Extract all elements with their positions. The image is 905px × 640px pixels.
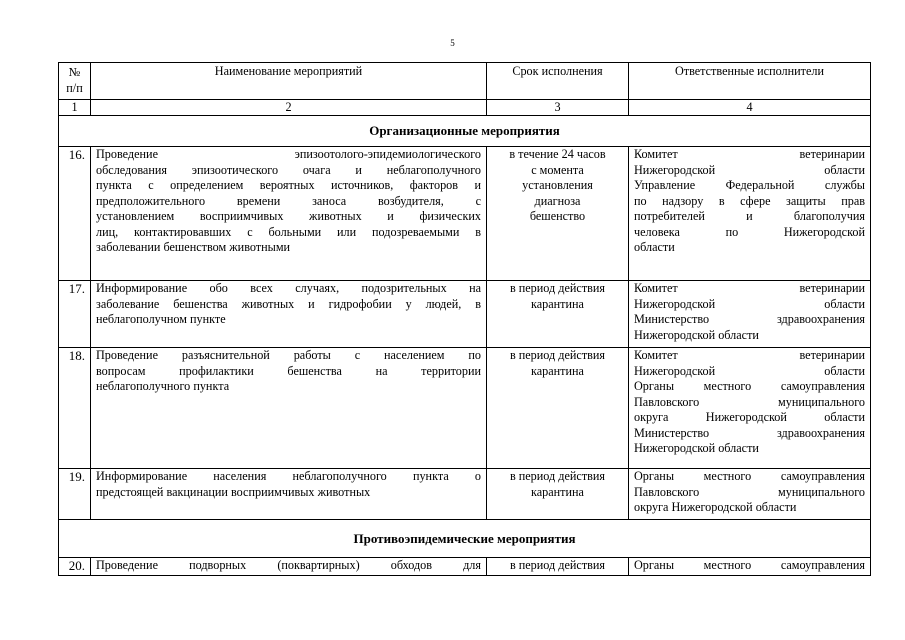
- column-number: 3: [487, 100, 629, 116]
- measure-name-line: вопросам профилактики бешенства на территории: [96, 363, 481, 378]
- responsible-executors-line: Нижегородской области: [634, 363, 865, 378]
- table-row: [59, 469, 871, 520]
- measure-name: [91, 147, 487, 281]
- responsible-executors-line: Нижегородской области: [634, 327, 759, 342]
- measure-name-line: Проведение подворных (поквартирных) обходов для: [96, 558, 481, 572]
- row-number: 16.: [59, 147, 91, 281]
- deadline: в течение 24 часов с момента установления диагноза бешенство: [487, 147, 629, 281]
- responsible-executors: [629, 558, 871, 576]
- responsible-executors-line: Министерство здравоохранения: [634, 425, 865, 440]
- measure-name: [91, 558, 487, 576]
- row-number: 17.: [59, 281, 91, 348]
- table-header-row: [59, 63, 871, 100]
- responsible-executors-line: Органы местного самоуправления: [634, 379, 865, 393]
- row-number: 19.: [59, 469, 91, 520]
- responsible-executors-line: Нижегородской области: [634, 296, 865, 311]
- measure-name: [91, 348, 487, 469]
- page-number: 5: [450, 38, 455, 48]
- table-row: [59, 281, 871, 348]
- measure-name: [91, 281, 487, 348]
- header-measures: Наименование мероприятий: [91, 63, 487, 100]
- row-number: 20.: [59, 558, 91, 576]
- responsible-executors-line: области: [634, 240, 675, 254]
- responsible-executors-line: Павловского муниципального: [634, 484, 865, 499]
- column-number: 4: [629, 100, 871, 116]
- responsible-executors-line: Нижегородской области: [634, 162, 865, 177]
- deadline: в период действия карантина: [487, 348, 629, 469]
- measure-name-line: установлением восприимчивых животных и физических: [96, 209, 481, 223]
- measures-table: [58, 62, 871, 576]
- measure-name-line: неблагополучного пункта: [96, 379, 230, 393]
- measure-name: [91, 469, 487, 520]
- responsible-executors: [629, 348, 871, 469]
- responsible-executors-line: по надзору в сфере защиты прав: [634, 193, 865, 208]
- table-row: [59, 558, 871, 576]
- responsible-executors-line: Органы местного самоуправления: [634, 558, 865, 572]
- measure-name-line: предположительного времени заноса возбудителя, с: [96, 193, 481, 208]
- responsible-executors-line: Органы местного самоуправления: [634, 469, 865, 483]
- section-row: [59, 116, 871, 147]
- responsible-executors-line: округа Нижегородской области: [634, 500, 797, 514]
- responsible-executors-line: Павловского муниципального: [634, 394, 865, 409]
- column-number: 2: [91, 100, 487, 116]
- row-number: 18.: [59, 348, 91, 469]
- section-row: [59, 520, 871, 558]
- responsible-executors-line: Нижегородской области: [634, 441, 759, 455]
- deadline: в период действия: [487, 558, 629, 576]
- responsible-executors-line: Комитет ветеринарии: [634, 348, 865, 362]
- measure-name-line: пункта с определением вероятных источников, факторов и: [96, 178, 481, 192]
- section-title-antiepidemic: Противоэпидемические мероприятия: [59, 520, 871, 558]
- responsible-executors-line: Комитет ветеринарии: [634, 147, 865, 161]
- measure-name-line: Проведение эпизоотолого-эпидемиологического: [96, 147, 481, 161]
- responsible-executors-line: человека по Нижегородской: [634, 224, 865, 239]
- header-deadline: Срок исполнения: [487, 63, 629, 100]
- measure-name-line: обследования эпизоотического очага и неблагополучного: [96, 162, 481, 177]
- responsible-executors-line: Министерство здравоохранения: [634, 312, 865, 326]
- responsible-executors: [629, 469, 871, 520]
- header-number: № п/п: [59, 63, 91, 100]
- deadline: в период действия карантина: [487, 469, 629, 520]
- responsible-executors: [629, 281, 871, 348]
- header-responsible: Ответственные исполнители: [629, 63, 871, 100]
- responsible-executors-line: Управление Федеральной службы: [634, 178, 865, 192]
- column-number: 1: [59, 100, 91, 116]
- measure-name-line: неблагополучном пункте: [96, 312, 226, 326]
- responsible-executors-line: потребителей и благополучия: [634, 209, 865, 223]
- measure-name-line: предстоящей вакцинации восприимчивых животных: [96, 484, 371, 499]
- measure-name-line: лиц, контактировавших с больными или подозреваемыми в: [96, 224, 481, 239]
- responsible-executors: [629, 147, 871, 281]
- column-number-row: [59, 100, 871, 116]
- measure-name-line: Информирование населения неблагополучного пункта о: [96, 469, 481, 483]
- measure-name-line: заболевание бешенства животных и гидрофобии у людей, в: [96, 296, 481, 311]
- responsible-executors-line: Комитет ветеринарии: [634, 281, 865, 295]
- measure-name-line: Информирование обо всех случаях, подозрительных на: [96, 281, 481, 295]
- responsible-executors-line: округа Нижегородской области: [634, 410, 865, 424]
- section-title-organizational: Организационные мероприятия: [59, 116, 871, 147]
- table-row: [59, 147, 871, 281]
- deadline: в период действия карантина: [487, 281, 629, 348]
- measure-name-line: заболевании бешенством животными: [96, 240, 291, 254]
- measure-name-line: Проведение разъяснительной работы с населением по: [96, 348, 481, 362]
- table-row: [59, 348, 871, 469]
